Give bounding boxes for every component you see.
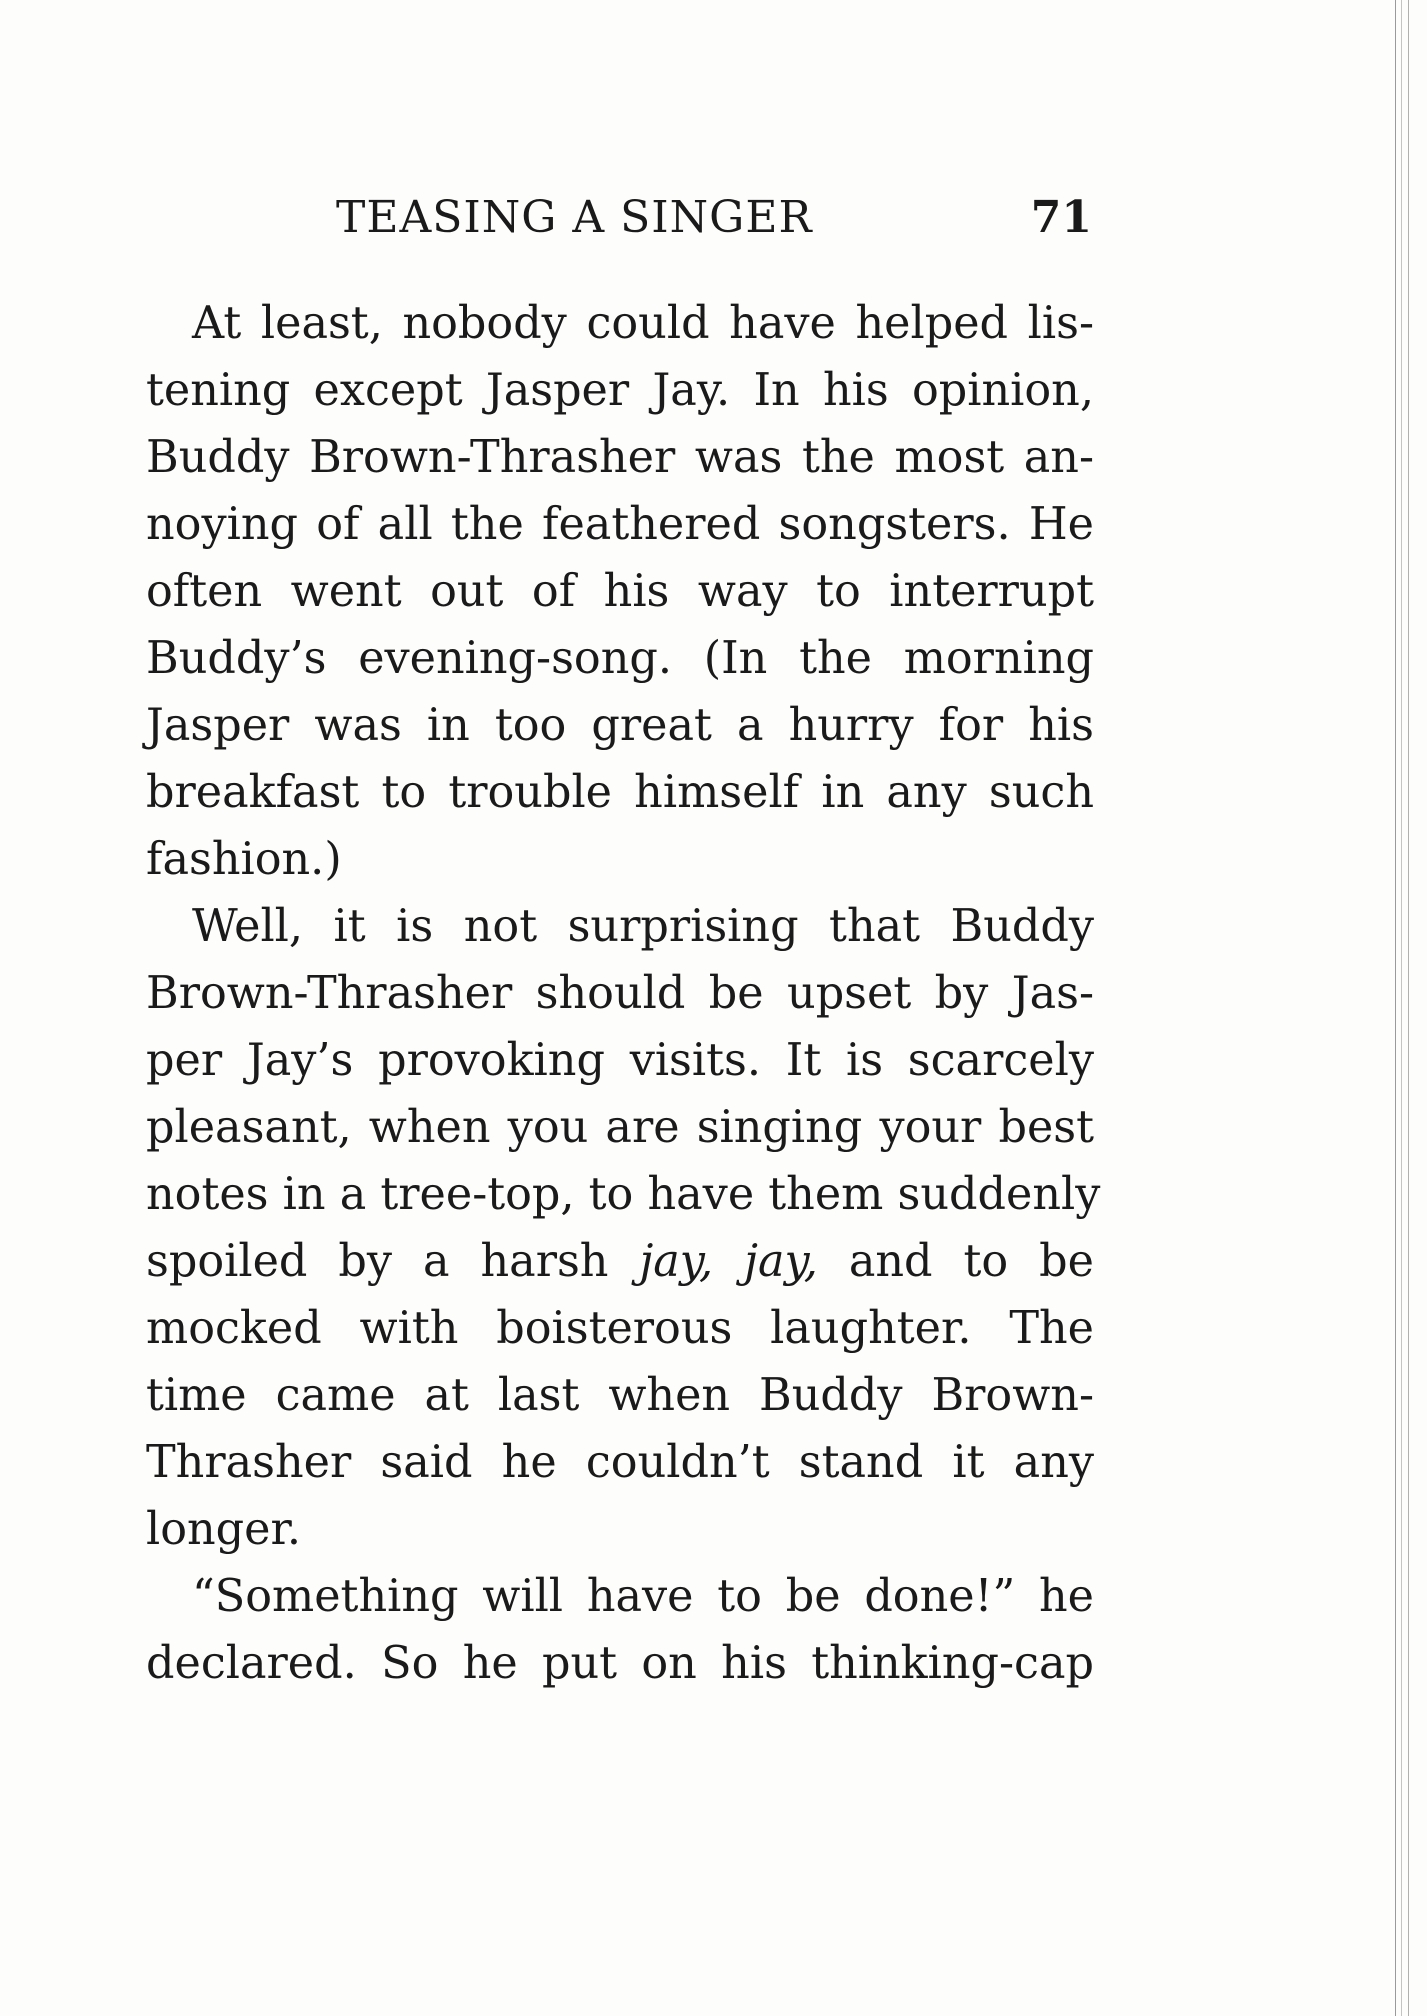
body-text: [146, 290, 1101, 1697]
text-line: often went out of his way to interrupt: [146, 566, 1094, 617]
text-line-with-italic: [146, 1228, 1094, 1295]
text-line: longer.: [146, 1504, 302, 1555]
text-line: per Jay’s provoking visits. It is scarcely: [146, 1035, 1094, 1086]
text-line: declared. So he put on his thinking-cap: [146, 1638, 1094, 1689]
text-line: “Something will have to be done!” he: [192, 1571, 1094, 1622]
text-line: Brown-Thrasher should be upset by Jas-: [146, 968, 1094, 1019]
text-line: tening except Jasper Jay. In his opinion,: [146, 365, 1094, 416]
text-line: Buddy Brown-Thrasher was the most an-: [146, 432, 1094, 483]
italic-text: jay, jay,: [639, 1236, 818, 1287]
text-line: time came at last when Buddy Brown-: [146, 1370, 1094, 1421]
page-edge-line: [1395, 0, 1396, 2016]
text-line: noying of all the feathered songsters. He: [146, 499, 1094, 550]
page-number: 71: [1030, 192, 1092, 243]
text-line: mocked with boisterous laughter. The: [146, 1303, 1094, 1354]
text-line: breakfast to trouble himself in any such: [146, 767, 1094, 818]
text-line: Well, it is not surprising that Buddy: [192, 901, 1094, 952]
text-line: pleasant, when you are singing your best: [146, 1102, 1094, 1153]
text-segment: spoiled by a harsh: [146, 1236, 640, 1287]
page-edge-line: [1401, 0, 1402, 2016]
text-line: Jasper was in too great a hurry for his: [146, 700, 1094, 751]
text-line: Thrasher said he couldn’t stand it any: [146, 1437, 1094, 1488]
text-line: notes in a tree-top, to have them suddenly: [146, 1169, 1101, 1220]
text-line: At least, nobody could have helped lis-: [192, 298, 1094, 349]
page-header: [146, 188, 1094, 248]
text-line: fashion.): [146, 834, 342, 885]
text-line: Buddy’s evening-song. (In the morning: [146, 633, 1094, 684]
page-edge-line: [1408, 0, 1409, 2016]
running-head: TEASING A SINGER: [336, 192, 813, 243]
text-segment: and to be: [817, 1236, 1095, 1287]
